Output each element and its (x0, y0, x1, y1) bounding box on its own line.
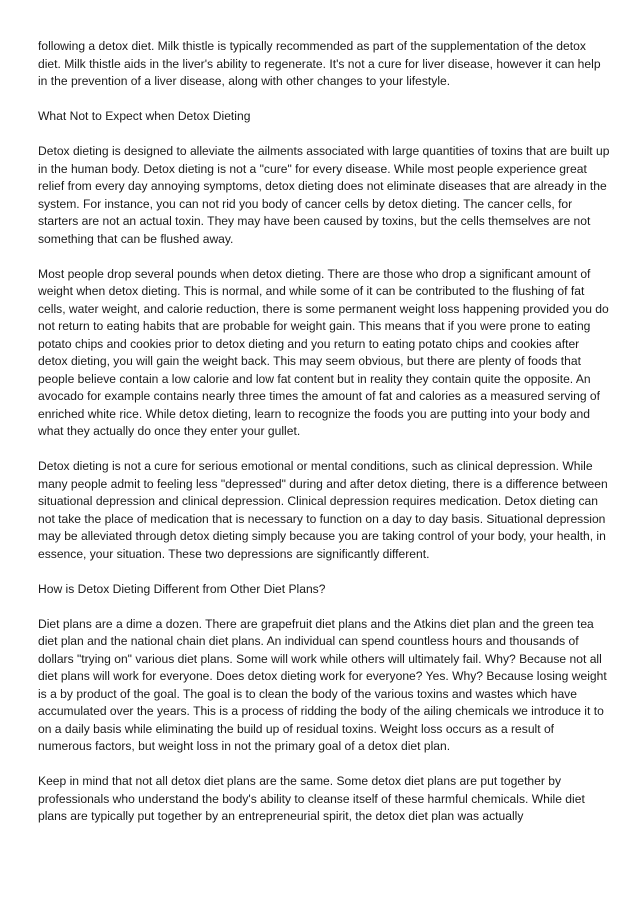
paragraph-detox-not-cure: Detox dieting is designed to alleviate the ailments associated with large quantities of toxins that are built up in the human body. Detox dieting is not a "cure" for every disease. While most people experience great relief from every day annoying symptoms, detox dieting does not eliminate diseases that are already in the system. For instance, you can not rid you body of cancer cells by detox dieting. The cancer cells, for starters are not an actual toxin. They may have been caused by toxins, but the cells themselves are not something that can be flushed away. (38, 144, 610, 246)
section-heading-how-different: How is Detox Dieting Different from Other Diet Plans? (38, 581, 326, 596)
paragraph-diet-plans: Diet plans are a dime a dozen. There are grapefruit diet plans and the Atkins diet plan and the green tea diet plan and the national chain diet plans. An individual can spend countless hours and thousands of dollars "trying on" various diet plans. Some will work while others will ultimately fail. Why? Because not all diet plans will work for everyone. Does detox dieting work for everyone? Yes. Why? Because losing weight is a by product of the goal. The goal is to clean the body of the various toxins and wastes which have accumulated over the years. This is a process of ridding the body of the ailing chemicals we introduce it to on a daily basis while eliminating the build up of residual toxins. Weight loss occurs as a result of numerous factors, but weight loss in not the primary goal of a detox diet plan. (38, 616, 607, 753)
paragraph-keep-in-mind: Keep in mind that not all detox diet plans are the same. Some detox diet plans are put together by professionals who understand the body's ability to cleanse itself of these harmful chemicals. While diet plans are typically put together by an entrepreneurial spirit, the detox diet plan was actually (38, 774, 585, 823)
section-heading-what-not-to-expect: What Not to Expect when Detox Dieting (38, 109, 251, 123)
paragraph-weight-loss: Most people drop several pounds when detox dieting. There are those who drop a significant amount of weight when detox dieting. This is normal, and while some of it can be contributed to the flushing of fat cells, water weight, and calorie reduction, there is some permanent weight loss happening provided you do not return to eating habits that are probable for weight gain. This means that if you were prone to eating potato chips and cookies prior to detox dieting and you return to eating potato chips and cookies after detox dieting, you will gain the weight back. This may seem obvious, but there are plenty of foods that people believe contain a low calorie and low fat content but in reality they contain quite the opposite. An avocado for example contains nearly three times the amount of fat and calories as a measured serving of enriched white rice. While detox dieting, learn to recognize the foods you are putting into your body and what they actually do once they enter your gullet. (38, 266, 609, 438)
document-page (38, 38, 610, 843)
paragraph-depression: Detox dieting is not a cure for serious emotional or mental conditions, such as clinical depression. While many people admit to feeling less "depressed" during and after detox dieting, there is a difference between situational depression and clinical depression. Clinical depression requires medication. Detox dieting can not take the place of medication that is necessary to function on a day to day basis. Situational depression may be alleviated through detox dieting simply because you are taking control of your body, your health, in essence, your situation. These two depressions are significantly different. (38, 459, 608, 561)
paragraph-milk-thistle: following a detox diet. Milk thistle is typically recommended as part of the supplementation of the detox diet. Milk thistle aids in the liver's ability to regenerate. It's not a cure for liver disease, however it can help in the prevention of a liver disease, along with other changes to your lifestyle. (38, 39, 601, 88)
